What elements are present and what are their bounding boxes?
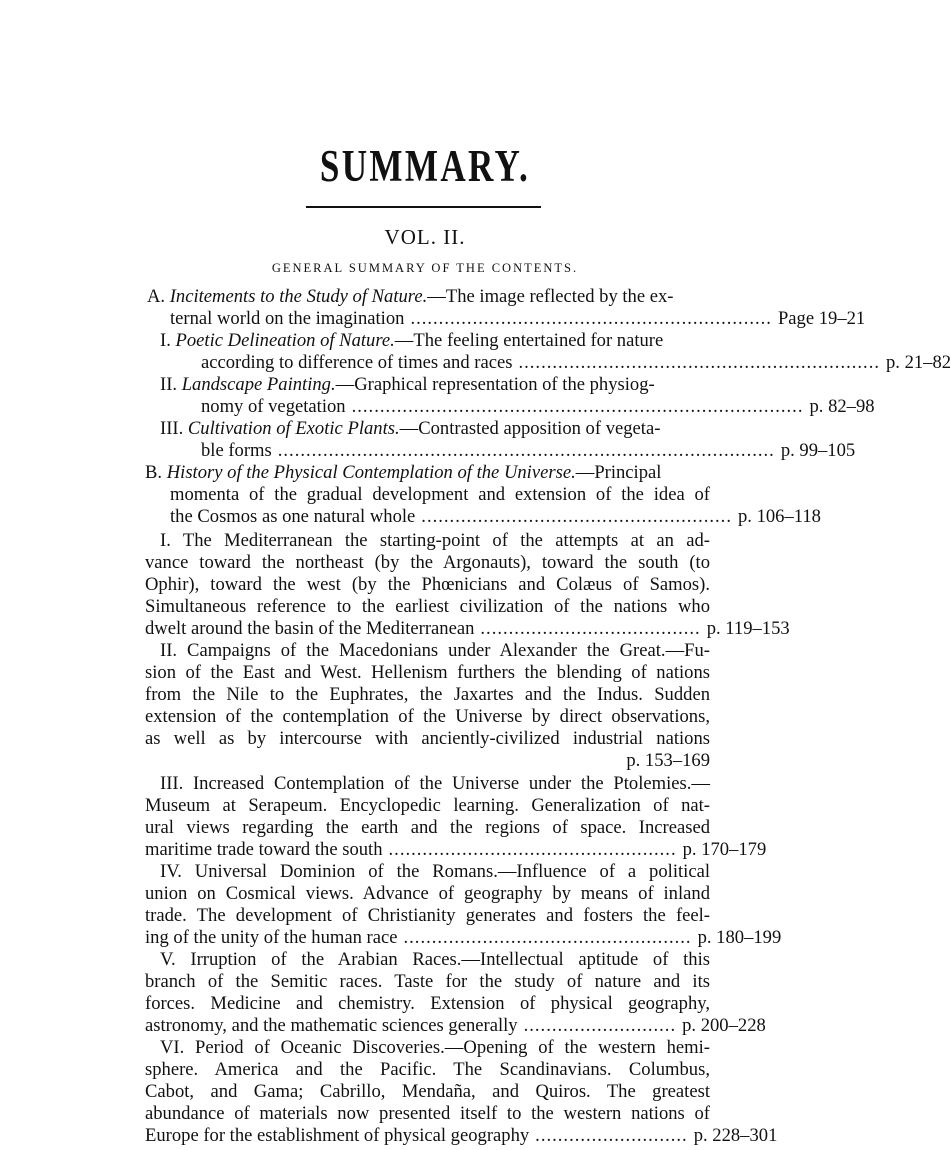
entry-b4-last: ing of the unity of the human race ................................................... p. 180–199: [145, 927, 782, 948]
entry-b2-line: extension of the contemplation of the Universe by direct observations,: [145, 706, 710, 727]
page-ref: p. 82–98: [809, 396, 875, 417]
section-subtitle: GENERAL SUMMARY OF THE CONTENTS.: [271, 261, 579, 275]
entry-a-line2: ternal world on the imagination ................................................................ Page 19–21: [170, 308, 866, 329]
page-ref: p. 99–105: [780, 440, 856, 461]
entry-b6-line: abundance of materials now presented itself to the western nations of: [145, 1103, 710, 1124]
entry-b5-line: forces. Medicine and chemistry. Extension of physical geography,: [145, 993, 710, 1014]
entry-a3-line1: III. Cultivation of Exotic Plants.—Contrasted apposition of vegeta-: [160, 418, 661, 439]
entry-b4-line: union on Cosmical views. Advance of geography by means of inland: [145, 883, 710, 904]
volume-label: VOL. II.: [384, 225, 466, 249]
entry-b-line2: momenta of the gradual development and extension of the idea of: [170, 484, 710, 505]
entry-a1-line1: I. Poetic Delineation of Nature.—The feeling entertained for nature: [160, 330, 664, 351]
entry-b4-line: IV. Universal Dominion of the Romans.—Influence of a political: [160, 861, 710, 882]
page-ref: p. 228–301: [693, 1125, 778, 1146]
entry-a2-line2: nomy of vegetation ................................................................................ p. 82–98: [201, 396, 875, 417]
entry-b3-line: ural views regarding the earth and the regions of space. Increased: [145, 817, 710, 838]
title-rule: [306, 206, 541, 208]
page-ref: Page 19–21: [777, 308, 866, 329]
entry-b1-line: Simultaneous reference to the earliest civilization of the nations who: [145, 596, 710, 617]
entry-b5-line: branch of the Semitic races. Taste for the study of nature and its: [145, 971, 710, 992]
entry-b3-line: Museum at Serapeum. Encyclopedic learning. Generalization of nat-: [145, 795, 710, 816]
entry-b5-last: astronomy, and the mathematic sciences generally ........................... p. 200–228: [145, 1015, 766, 1036]
page-ref: p. 200–228: [682, 1015, 766, 1036]
entry-b-line1: B. History of the Physical Contemplation of the Universe.—Principal: [145, 462, 662, 483]
entry-b5-line: V. Irruption of the Arabian Races.—Intellectual aptitude of this: [160, 949, 710, 970]
entry-a2-line1: II. Landscape Painting.—Graphical representation of the physiog-: [160, 374, 655, 395]
entry-b2-line: from the Nile to the Euphrates, the Jaxartes and the Indus. Sudden: [145, 684, 710, 705]
entry-b6-line: Cabot, and Gama; Cabrillo, Mendaña, and Quiros. The greatest: [145, 1081, 710, 1102]
entry-b-line3: the Cosmos as one natural whole ....................................................... p. 106–118: [170, 506, 821, 527]
entry-b1-line: Ophir), toward the west (by the Phœnicians and Colæus of Samos).: [145, 574, 710, 595]
entry-b2-line: II. Campaigns of the Macedonians under Alexander the Great.—Fu-: [160, 640, 710, 661]
entry-b6-last: Europe for the establishment of physical geography ........................... p. 228–301: [145, 1125, 778, 1146]
entry-b3-last: maritime trade toward the south ................................................... p. 170–179: [145, 839, 767, 860]
entry-b2-line: sion of the East and West. Hellenism furthers the blending of nations: [145, 662, 710, 683]
entry-b1-line: vance toward the northeast (by the Argonauts), toward the south (to: [145, 552, 710, 573]
page-ref: p. 119–153: [706, 618, 790, 639]
entry-a3-line2: ble forms ........................................................................................ p. 99–105: [201, 440, 856, 461]
page-ref: p. 180–199: [697, 927, 782, 948]
entry-text: —The image reflected by the ex-: [427, 286, 674, 307]
page-title: SUMMARY.: [319, 141, 531, 191]
page-ref: p. 21–82: [885, 352, 951, 373]
entry-b2-line: as well as by intercourse with anciently-civilized industrial nations: [145, 728, 710, 749]
entry-title: Incitements to the Study of Nature.: [169, 286, 428, 307]
entry-b6-line: VI. Period of Oceanic Discoveries.—Opening of the western hemi-: [160, 1037, 710, 1058]
entry-b3-line: III. Increased Contemplation of the Universe under the Ptolemies.—: [160, 773, 710, 794]
page-ref: p. 106–118: [737, 506, 821, 527]
page-ref: p. 170–179: [682, 839, 767, 860]
page-ref: p. 153–169: [626, 750, 710, 771]
entry-b1-last: dwelt around the basin of the Mediterranean ....................................... p. 119–153: [145, 618, 790, 639]
entry-a1-line2: according to difference of times and races ................................................................ p. 21–82: [201, 352, 951, 373]
entry-a-line1: [147, 286, 707, 308]
entry-mark: A.: [147, 286, 166, 307]
entry-b1-line: I. The Mediterranean the starting-point of the attempts at an ad-: [160, 530, 710, 551]
entry-b4-line: trade. The development of Christianity generates and fosters the feel-: [145, 905, 710, 926]
entry-b6-line: sphere. America and the Pacific. The Scandinavians. Columbus,: [145, 1059, 710, 1080]
